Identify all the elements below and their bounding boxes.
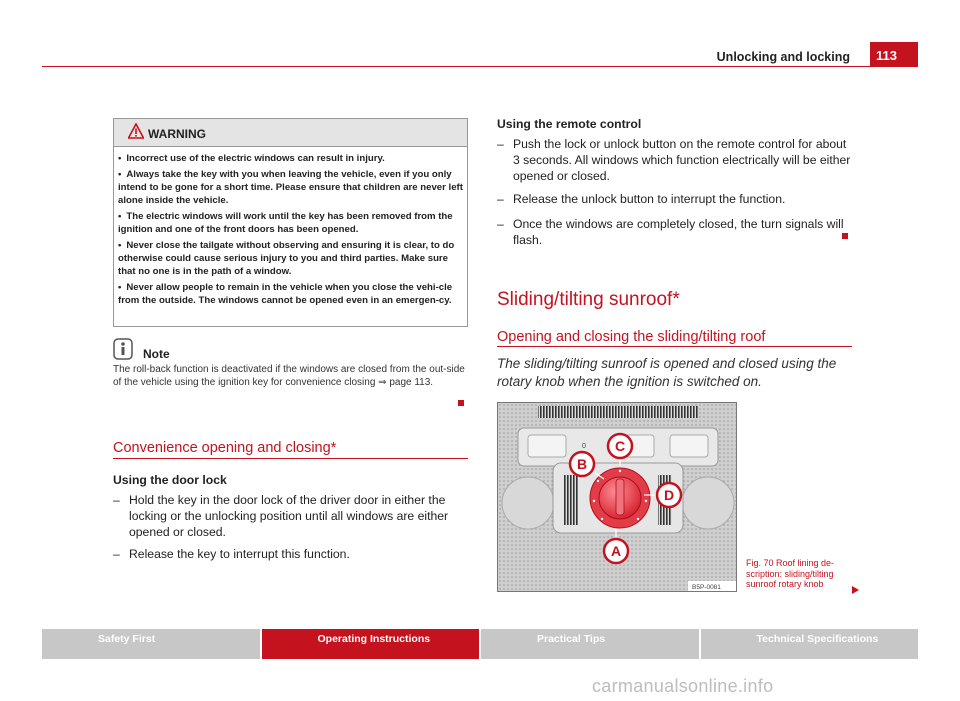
figure-label-b: B <box>576 456 588 472</box>
warning-body <box>114 147 467 307</box>
warning-title: WARNING <box>148 127 206 141</box>
sunroof-knob-figure <box>497 402 737 592</box>
warning-item: • Never allow people to remain in the vehicle when you close the vehi-cle from the outside. The windows cannot be opened even in an emergen-cy. <box>118 282 453 306</box>
list-item: – Release the unlock button to interrupt the function. <box>497 192 786 206</box>
footer-nav <box>42 629 918 659</box>
tab-safety-first[interactable]: Safety First <box>42 629 260 659</box>
warning-item: • Incorrect use of the electric windows can result in injury. <box>118 153 385 164</box>
list-item: – Release the key to interrupt this function. <box>113 547 350 561</box>
tab-operating-instructions[interactable]: Operating Instructions <box>262 629 480 659</box>
continue-arrow-icon <box>852 586 859 594</box>
section-end-marker <box>842 233 848 239</box>
warning-box <box>113 118 468 327</box>
convenience-heading-rule <box>113 458 468 459</box>
figure-code: B5P-0081 <box>692 584 721 591</box>
tab-practical-tips[interactable]: Practical Tips <box>481 629 699 659</box>
note-text: The roll-back function is deactivated if the windows are closed from the out-side of the vehicle using the ignition key for convenience closing ⇒ page 113. <box>113 364 465 388</box>
list-item: – Push the lock or unlock button on the remote control for about 3 seconds. All windows which function electrically will be either opened or closed. <box>497 137 851 183</box>
warning-item: • Never close the tailgate without observing and ensuring it is clear, to do otherwise could cause serious injury to you and third parties. Make sure that no one is in the path of a window. <box>118 240 455 277</box>
warning-triangle-icon <box>128 123 144 139</box>
sunroof-heading: Sliding/tilting sunroof* <box>497 289 680 310</box>
header-rule <box>42 66 918 67</box>
roof-lining-illustration <box>498 403 737 592</box>
convenience-heading: Convenience opening and closing* <box>113 440 337 456</box>
note-block <box>113 338 468 389</box>
warning-item: • Always take the key with you when leaving the vehicle, even if you only intend to be gone for a short time. Please ensure that children are never left alone inside the vehicle. <box>118 169 463 206</box>
page-number: 113 <box>870 42 918 67</box>
section-end-marker <box>458 400 464 406</box>
note-title: Note <box>143 347 170 361</box>
warning-item: • The electric windows will work until the key has been removed from the ignition and one of the front doors has been opened. <box>118 211 453 235</box>
remote-heading: Using the remote control <box>497 117 642 131</box>
figure-label-a: A <box>610 543 622 559</box>
door-lock-heading: Using the door lock <box>113 473 227 487</box>
list-item: – Once the windows are completely closed, the turn signals will flash. <box>497 217 844 247</box>
sunroof-intro: The sliding/tilting sunroof is opened and closed using the rotary knob when the ignition is switched on. <box>497 356 837 389</box>
sunroof-subheading: Opening and closing the sliding/tilting roof <box>497 329 766 345</box>
running-header-title: Unlocking and locking <box>716 50 850 64</box>
figure-label-d: D <box>663 487 675 503</box>
list-item: – Hold the key in the door lock of the driver door in either the locking or the unlocking position until all windows are either opened or closed. <box>113 493 449 539</box>
sunroof-subheading-rule <box>497 346 852 347</box>
tab-technical-specifications[interactable]: Technical Specifications <box>701 629 919 659</box>
watermark: carmanualsonline.info <box>592 676 774 696</box>
warning-header <box>114 119 467 147</box>
info-icon <box>113 338 133 360</box>
figure-label-c: C <box>614 438 626 454</box>
figure-caption: Fig. 70 Roof lining de-scription: sliding/tilting sunroof rotary knob <box>746 558 835 589</box>
knob-mark-zero: 0 <box>582 443 586 450</box>
